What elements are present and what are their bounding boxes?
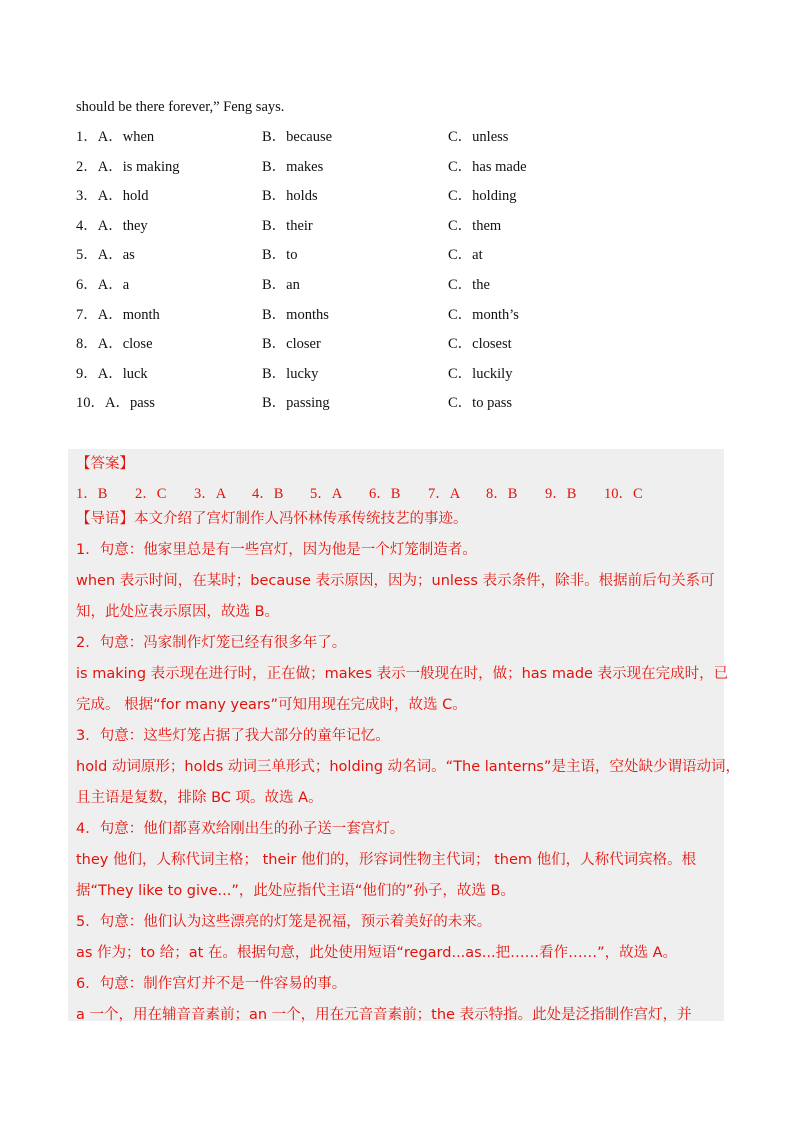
option-a: A．as — [97, 247, 135, 264]
question-options-list — [76, 126, 716, 422]
question-number: 10． — [76, 395, 105, 412]
answer-key: 8．B — [486, 486, 518, 502]
option-c: C．to pass — [448, 395, 513, 412]
question-number-and-option-a — [76, 244, 135, 266]
answer-key: 3．A — [194, 486, 227, 502]
question-number-and-option-a — [76, 126, 154, 148]
question-row — [76, 156, 716, 186]
explanation-line: as 作为；to 给；at 在。根据句意，此处使用短语“regard...as...把……看作……”，故选 A。 — [76, 945, 678, 961]
option-c: C．the — [448, 276, 490, 293]
option-a: A．they — [97, 217, 148, 234]
option-b: B．passing — [262, 395, 330, 412]
option-c: C．them — [448, 217, 502, 234]
option-a: A．when — [97, 129, 155, 145]
explanation-line: 知，此处应表示原因，故选 B。 — [76, 604, 280, 620]
question-number-and-option-a — [76, 185, 149, 207]
question-number: 7． — [76, 306, 98, 323]
explanation-line: they 他们，人称代词主格； their 他们的，形容词性物主代词； them 他们，人称代词宾格。根 — [76, 852, 697, 868]
question-number: 6． — [76, 276, 98, 293]
option-c: C．has made — [448, 158, 527, 175]
option-a: A．hold — [97, 188, 149, 205]
question-number: 4． — [76, 217, 98, 234]
question-number-and-option-a — [76, 363, 148, 385]
question-row — [76, 244, 716, 274]
question-row — [76, 274, 716, 304]
option-a: A．is making — [97, 158, 180, 175]
answer-key: 2．C — [135, 486, 167, 502]
option-b: B．makes — [262, 158, 324, 175]
sentence-meaning: 2．句意：冯家制作灯笼已经有很多年了。 — [76, 635, 347, 651]
explanation-line: 据“They like to give...”，此处应指代主语“他们的”孙子，故选 B。 — [76, 883, 515, 899]
question-row — [76, 185, 716, 215]
question-row — [76, 363, 716, 393]
option-b: B．because — [262, 129, 333, 145]
question-number: 1． — [76, 129, 98, 145]
explanation-line: a 一个，用在辅音音素前；an 一个，用在元音音素前；the 表示特指。此处是泛指制作宫灯，并 — [76, 1007, 692, 1023]
question-row — [76, 304, 716, 334]
explanation-line: is making 表示现在进行时，正在做；makes 表示一般现在时，做；has made 表示现在完成时，已 — [76, 666, 729, 682]
explanation-line: 完成。 根据“for many years”可知用现在完成时，故选 C。 — [76, 697, 467, 713]
option-c: C．closest — [448, 336, 512, 353]
option-b: B．their — [262, 217, 313, 234]
question-number: 8． — [76, 336, 98, 353]
option-b: B．an — [262, 276, 300, 293]
sentence-meaning: 3．句意：这些灯笼占据了我大部分的童年记忆。 — [76, 728, 390, 744]
option-b: B．holds — [262, 188, 318, 205]
option-b: B．closer — [262, 336, 321, 353]
sentence-meaning: 6．句意：制作宫灯并不是一件容易的事。 — [76, 976, 347, 992]
question-number-and-option-a — [76, 392, 155, 414]
answer-title: 【答案】 — [76, 456, 134, 472]
explanation-line: hold 动词原形；holds 动词三单形式；holding 动名词。“The lanterns”是主语，空处缺少谓语动词， — [76, 759, 740, 775]
question-row — [76, 392, 716, 422]
question-number-and-option-a — [76, 304, 160, 326]
answer-key: 1．B — [76, 486, 108, 502]
passage-last-line: should be there forever,” Feng says. — [76, 99, 285, 115]
explanation-line: 且主语是复数，排除 BC 项。故选 A。 — [76, 790, 323, 806]
question-row — [76, 126, 716, 156]
question-row — [76, 215, 716, 245]
option-b: B．to — [262, 247, 298, 264]
question-number-and-option-a — [76, 274, 129, 296]
sentence-meaning: 4．句意：他们都喜欢给刚出生的孙子送一套宫灯。 — [76, 821, 405, 837]
question-number-and-option-a — [76, 333, 153, 355]
answer-key: 5．A — [310, 486, 343, 502]
question-number-and-option-a — [76, 215, 148, 237]
option-b: B．months — [262, 306, 329, 323]
question-number-and-option-a — [76, 156, 180, 178]
answer-section — [68, 449, 740, 1023]
explanation-line: when 表示时间，在某时；because 表示原因，因为；unless 表示条件，除非。根据前后句关系可 — [76, 573, 715, 589]
sentence-meaning: 1．句意：他家里总是有一些宫灯，因为他是一个灯笼制造者。 — [76, 542, 477, 558]
answer-key-row — [76, 477, 726, 504]
guide-text: 【导语】本文介绍了宫灯制作人冯怀林传承传统技艺的事迹。 — [76, 511, 468, 527]
answer-key: 4．B — [252, 486, 284, 502]
option-c: C．month’s — [448, 306, 519, 323]
question-number: 9． — [76, 365, 98, 382]
option-a: A．close — [97, 336, 153, 353]
answer-key: 6．B — [369, 486, 401, 502]
answer-key: 9．B — [545, 486, 577, 502]
option-c: C．luckily — [448, 365, 513, 382]
question-number: 5． — [76, 247, 98, 264]
answer-key: 10．C — [604, 486, 643, 502]
question-row — [76, 333, 716, 363]
answer-key: 7．A — [428, 486, 461, 502]
question-number: 3． — [76, 188, 98, 205]
option-c: C．at — [448, 247, 483, 264]
option-a: A．pass — [105, 395, 155, 412]
option-c: C．holding — [448, 188, 517, 205]
option-b: B．lucky — [262, 365, 319, 382]
option-a: A．month — [97, 306, 160, 323]
question-number: 2． — [76, 158, 98, 175]
option-a: A．luck — [97, 365, 148, 382]
answer-content — [76, 451, 740, 1031]
option-a: A．a — [97, 276, 130, 293]
answer-explanations — [76, 535, 740, 1031]
option-c: C．unless — [448, 129, 509, 145]
sentence-meaning: 5．句意：他们认为这些漂亮的灯笼是祝福，预示着美好的未来。 — [76, 914, 492, 930]
